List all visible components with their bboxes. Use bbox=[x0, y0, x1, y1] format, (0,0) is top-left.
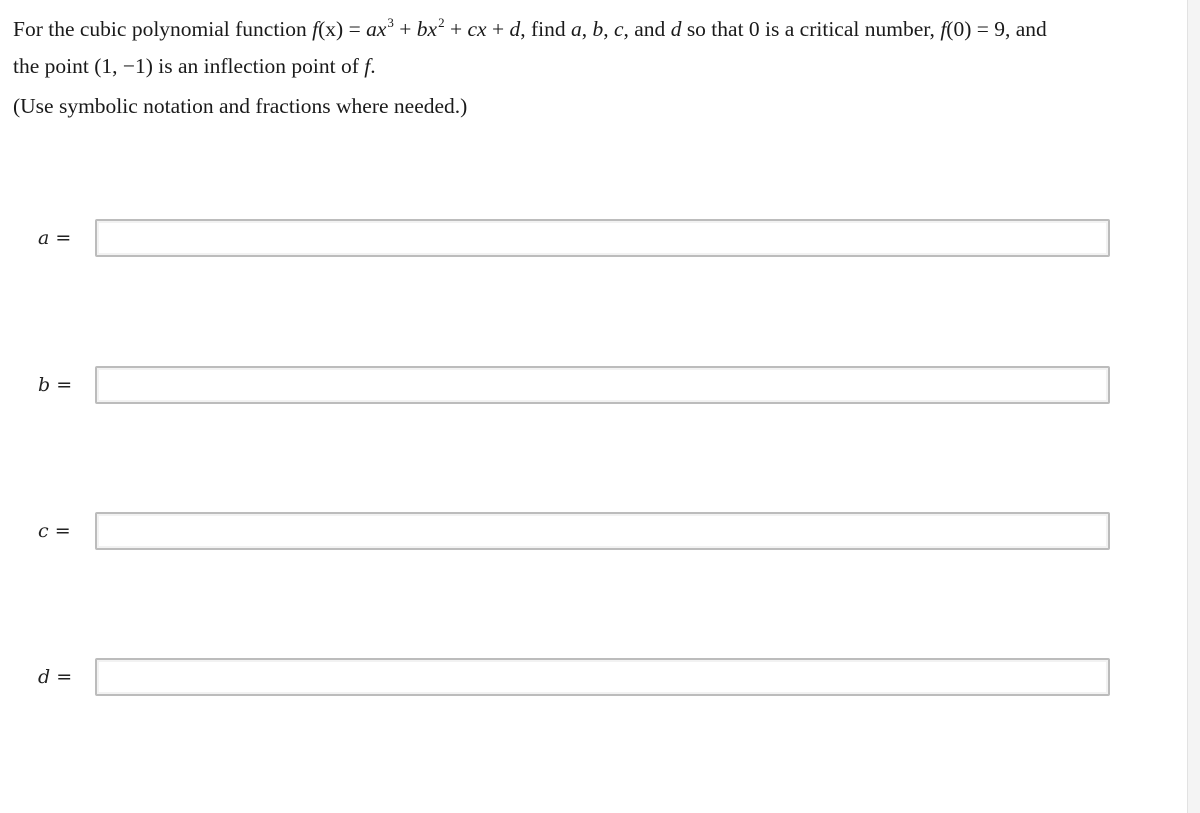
math-x: x bbox=[427, 17, 438, 41]
math-plus: + bbox=[444, 17, 468, 41]
answer-label-c bbox=[38, 519, 71, 543]
answer-input-c[interactable] bbox=[95, 512, 1110, 550]
math-f: f bbox=[940, 17, 947, 41]
math-c: c bbox=[467, 17, 478, 41]
page-scroll-edge bbox=[1187, 0, 1200, 813]
question-separator: , bbox=[603, 17, 614, 41]
math-b: b bbox=[416, 17, 428, 41]
answer-row-b bbox=[0, 366, 1115, 404]
question-intro: For the cubic polynomial function bbox=[13, 17, 313, 41]
answer-label-b bbox=[38, 373, 72, 397]
answer-var-c: c bbox=[38, 520, 49, 542]
answer-row-d bbox=[0, 658, 1115, 696]
question-line-1 bbox=[13, 12, 1178, 49]
question-text bbox=[13, 12, 1178, 83]
question-and: , and bbox=[623, 17, 671, 41]
answer-label-a bbox=[38, 226, 71, 250]
math-fx-arg: (x) = bbox=[318, 17, 367, 41]
math-x: x bbox=[376, 17, 387, 41]
question-find: , find bbox=[520, 17, 571, 41]
answer-equals: = bbox=[49, 227, 72, 249]
answer-equals: = bbox=[50, 374, 73, 396]
question-f0-condition: (0) = 9, and bbox=[946, 17, 1047, 41]
math-var-d: d bbox=[670, 17, 682, 41]
math-var-b: b bbox=[592, 17, 604, 41]
question-condition: so that 0 is a critical number, bbox=[681, 17, 941, 41]
math-exponent-3: 3 bbox=[387, 15, 394, 30]
answer-var-d: d bbox=[38, 666, 51, 688]
math-var-a: a bbox=[570, 17, 582, 41]
answer-var-a: a bbox=[38, 227, 50, 249]
math-f: f bbox=[364, 54, 371, 78]
instruction-note: (Use symbolic notation and fractions where needed.) bbox=[13, 94, 468, 118]
answer-label-d bbox=[38, 665, 72, 689]
answer-equals: = bbox=[50, 666, 73, 688]
answer-row-c bbox=[0, 512, 1115, 550]
question-period: . bbox=[370, 54, 376, 78]
math-x: x bbox=[477, 17, 487, 41]
math-d: d bbox=[509, 17, 521, 41]
question-inflection-text: the point (1, −1) is an inflection point of bbox=[13, 54, 365, 78]
math-a: a bbox=[366, 17, 377, 41]
answer-input-b[interactable] bbox=[95, 366, 1110, 404]
answer-equals: = bbox=[48, 520, 71, 542]
math-plus: + bbox=[486, 17, 510, 41]
math-exponent-2: 2 bbox=[438, 15, 445, 30]
math-plus: + bbox=[393, 17, 417, 41]
answer-input-d[interactable] bbox=[95, 658, 1110, 696]
question-line-2 bbox=[13, 49, 1178, 83]
question-separator: , bbox=[581, 17, 593, 41]
math-f: f bbox=[312, 17, 319, 41]
math-var-c: c bbox=[613, 17, 624, 41]
answer-row-a bbox=[0, 219, 1115, 257]
answer-input-a[interactable] bbox=[95, 219, 1110, 257]
answer-var-b: b bbox=[38, 374, 51, 396]
